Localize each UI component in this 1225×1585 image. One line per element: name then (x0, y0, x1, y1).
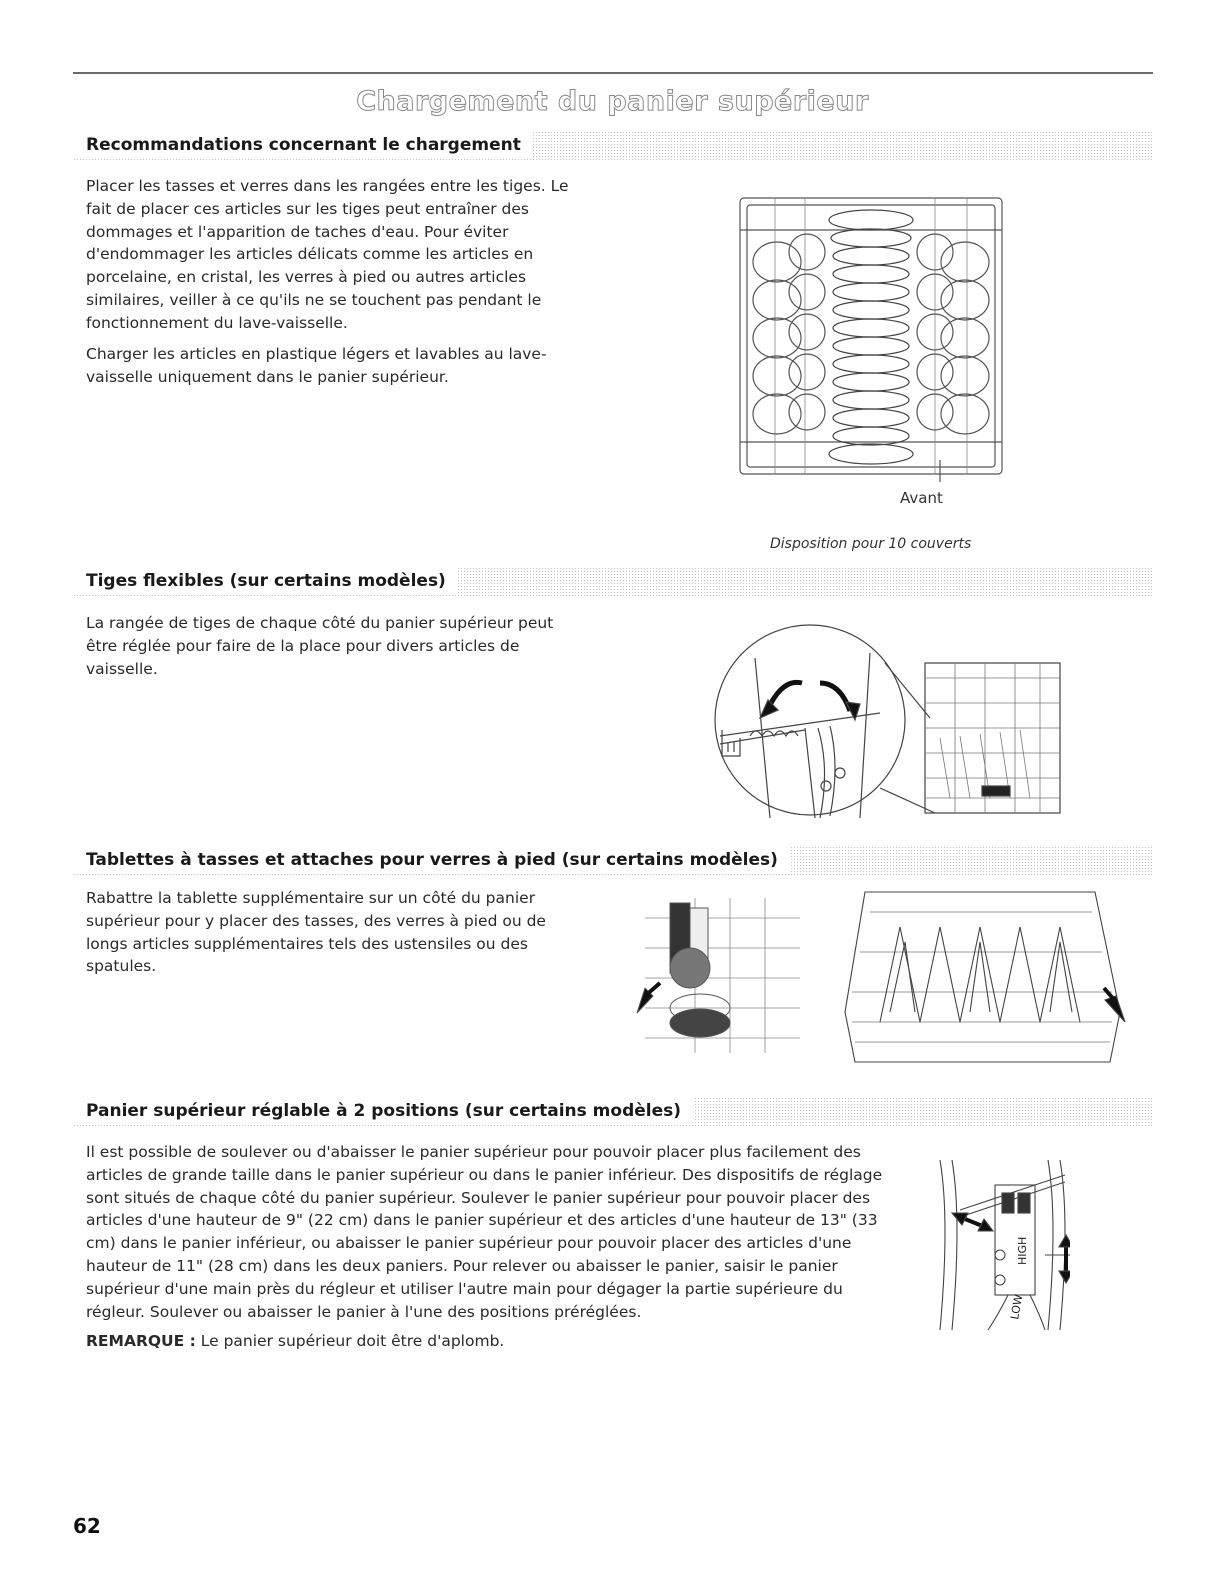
section-heading-tines: Tiges flexibles (sur certains modèles) (73, 567, 458, 595)
cup-shelf-illustration (635, 888, 810, 1058)
flexible-tines-illustration (700, 618, 1085, 828)
page-number: 62 (73, 1514, 101, 1538)
figure-label-front: Avant (900, 489, 943, 507)
note-label: REMARQUE : (86, 1332, 196, 1350)
loading-paragraph-1: Placer les tasses et verres dans les rangées entre les tiges. Le fait de placer ces articles sur les tiges peut entraîner des dommages et l'apparition de taches d'eau. Pour éviter d'endommager les articles délicats comme les articles en porcelaine, en cristal, les verres à pied ou autres articles similaires, veiller à ce qu'ils ne se touchent pas pendant le fonctionnement du lave-vaisselle. (86, 177, 569, 332)
section-heading-loading: Recommandations concernant le chargement (73, 131, 533, 159)
rack-loading-illustration (735, 190, 1010, 485)
high-label: HIGH (1016, 1236, 1029, 1265)
adjust-note (86, 1330, 901, 1353)
loading-paragraph-2: Charger les articles en plastique légers et lavables au lave-vaisselle uniquement dans le panier supérieur. (86, 345, 547, 386)
note-text: Le panier supérieur doit être d'aplomb. (195, 1332, 505, 1350)
low-label: LOW (1008, 1293, 1026, 1321)
figure-caption: Disposition pour 10 couverts (770, 536, 972, 552)
section-heading-shelves: Tablettes à tasses et attaches pour verres à pied (sur certains modèles) (73, 846, 790, 874)
shelves-paragraph-1: Rabattre la tablette supplémentaire sur un côté du panier supérieur pour y placer des tasses, des verres à pied ou de longs articles supplémentaires tels des ustensiles ou des spatules. (86, 889, 546, 976)
adjust-paragraph-1: Il est possible de soulever ou d'abaisser le panier supérieur pour pouvoir placer plus facilement des articles de grande taille dans le panier supérieur ou dans le panier inférieur. Des dispositifs de réglage sont situés de chaque côté du panier supérieur. Soulever le panier supérieur pour pouvoir placer des articles d'une hauteur de 9" (22 cm) dans le panier supérieur et des articles d'une hauteur de 13" (33 cm) dans le panier inférieur, ou abaisser le panier supérieur pour pouvoir placer des articles d'une hauteur de 11" (28 cm) dans les deux paniers. Pour relever ou abaisser le panier, saisir le panier supérieur d'une main près du régleur et utiliser l'autre main pour dégager la partie supérieure du régleur. Soulever ou abaisser le panier à l'une des positions préréglées. (86, 1143, 883, 1321)
tines-paragraph-1: La rangée de tiges de chaque côté du panier supérieur peut être réglée pour faire de la place pour divers articles de vaisselle. (86, 614, 554, 678)
page-title: Chargement du panier supérieur (356, 86, 869, 117)
basket-adjuster-illustration (930, 1155, 1070, 1335)
stemware-holder-illustration (840, 882, 1130, 1067)
section-heading-bar (73, 846, 1153, 876)
section-heading-bar (73, 1097, 1153, 1127)
header-rule (73, 72, 1153, 74)
section-heading-adjust: Panier supérieur réglable à 2 positions (sur certains modèles) (73, 1097, 693, 1125)
section-heading-bar (73, 567, 1153, 597)
section-heading-bar (73, 131, 1153, 161)
